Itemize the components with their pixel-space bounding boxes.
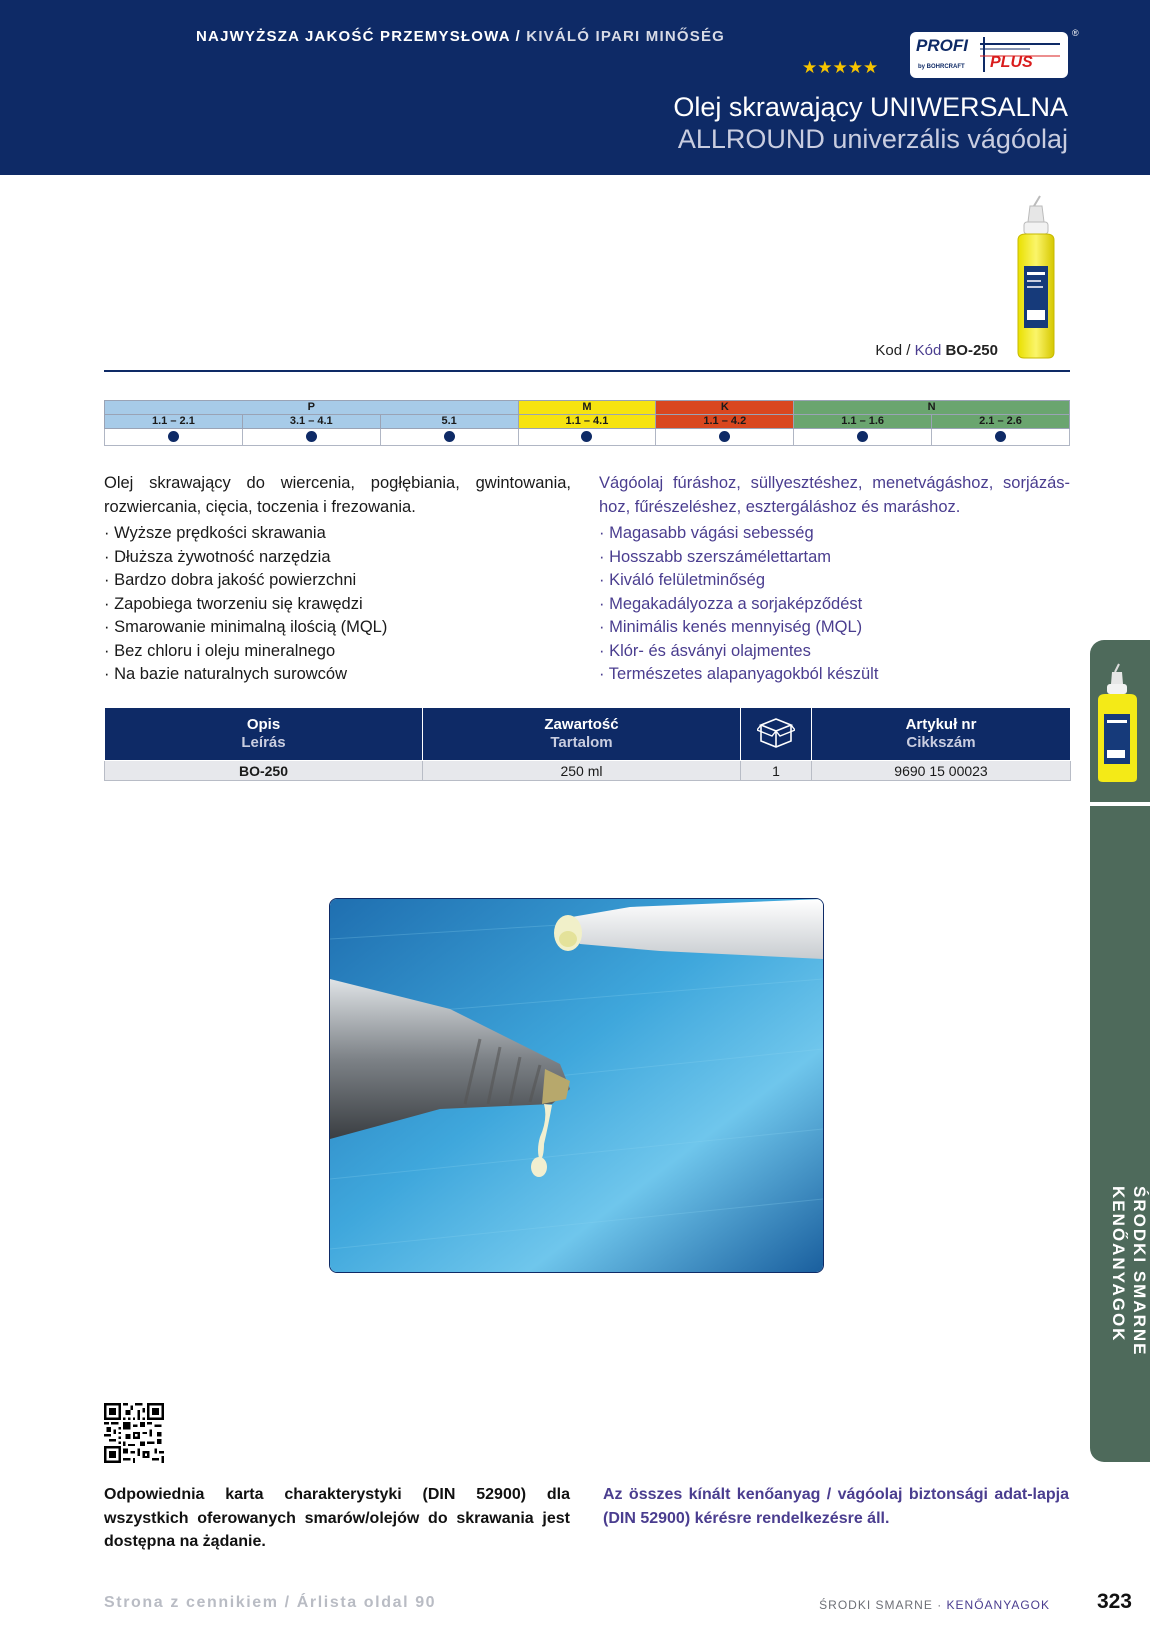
suitability-cell: [794, 429, 932, 446]
code-label-hu: Kód: [914, 342, 942, 359]
suitable-dot-icon: [719, 431, 730, 442]
feature-item: · Dłuższa żywotność narzędzia: [104, 547, 331, 566]
oil-bottle-icon: [1002, 192, 1072, 364]
description-intro-pl: Olej skrawający do wiercenia, pogłębiania, gwintowania, rozwiercania, cięcia, toczenia i frezowania.: [104, 474, 571, 516]
suitable-dot-icon: [444, 431, 455, 442]
material-range: 1.1 – 4.1: [518, 415, 656, 429]
suitability-cell: [380, 429, 518, 446]
row-description: BO-250: [105, 761, 423, 781]
price-list-separator: /: [278, 1594, 297, 1611]
feature-item: · Smarowanie minimalną ilością (MQL): [104, 618, 388, 636]
header-article-no-pl: Artykuł nr: [905, 716, 977, 733]
tagline-pl: NAJWYŻSZA JAKOŚĆ PRZEMYSŁOWA: [196, 28, 511, 45]
header-pack: [741, 708, 812, 761]
table-row: [105, 761, 1071, 781]
side-tab-section: [1090, 806, 1150, 1462]
header-article-no: [812, 708, 1071, 761]
drill-oil-illustration: [330, 899, 823, 1272]
side-tab-label-hu: KENŐANYAGOK: [1109, 1186, 1128, 1343]
suitable-dot-icon: [306, 431, 317, 442]
material-range: 1.1 – 4.2: [656, 415, 794, 429]
feature-list-pl: [104, 522, 571, 687]
side-tab-thumbnail: [1090, 640, 1150, 802]
row-content: 250 ml: [423, 761, 741, 781]
feature-item: · Minimális kenés mennyiség (MQL): [599, 618, 863, 636]
side-tab-label-pl: ŚRODKI SMARNE: [1130, 1186, 1149, 1357]
material-suitability-table: [104, 400, 1070, 446]
material-suitability-row: [105, 429, 1070, 446]
material-range-row: [105, 415, 1070, 429]
section-side-tab: [1090, 640, 1150, 1462]
code-label-separator: /: [902, 342, 915, 359]
tagline-hu: KIVÁLÓ IPARI MINŐSÉG: [526, 28, 726, 45]
header-content-pl: Zawartość: [544, 716, 619, 733]
code-label-pl: Kod: [875, 342, 903, 359]
footer-section-name: [819, 1598, 1050, 1612]
code-value: BO-250: [945, 342, 998, 359]
material-group-row: [105, 401, 1070, 415]
suitable-dot-icon: [581, 431, 592, 442]
oil-bottle-icon: [1090, 640, 1150, 802]
registered-mark: ®: [1072, 28, 1079, 38]
header-content: [423, 708, 741, 761]
row-article-no: 9690 15 00023: [812, 761, 1071, 781]
material-range: 5.1: [380, 415, 518, 429]
feature-item: · Természetes alapanyagokból készült: [599, 665, 879, 683]
suitability-cell: [932, 429, 1070, 446]
feature-item: · Wyższe prędkości skrawania: [104, 524, 326, 542]
package-box-icon: [757, 715, 795, 749]
suitability-cell: [105, 429, 243, 446]
product-title-pl: Olej skrawający UNIWERSALNA: [673, 92, 1068, 122]
article-table-header: [105, 708, 1071, 761]
safety-datasheet-note-hu: Az összes kínált kenőanyag / vágóolaj biztonsági adat-lapja (DIN 52900) kérésre rendelkezésre áll.: [603, 1486, 1069, 1527]
material-group-p: P: [105, 401, 519, 415]
feature-item: · Klór- és ásványi olajmentes: [599, 641, 811, 660]
product-title-hu: ALLROUND univerzális vágóolaj: [677, 124, 1068, 154]
feature-list-hu: [599, 522, 1070, 687]
safety-datasheet-note-pl: Odpowiednia karta charakterystyki (DIN 52900) dla wszystkich oferowanych smarów/olejów do skrawania jest dostępna na żądanie.: [104, 1486, 570, 1550]
suitable-dot-icon: [995, 431, 1006, 442]
suitability-cell: [518, 429, 656, 446]
feature-item: · Megakadályozza a sorjaképződést: [599, 594, 863, 613]
header-article-no-hu: Cikkszám: [906, 734, 976, 751]
feature-item: · Kiváló felületminőség: [599, 571, 765, 589]
material-range: 2.1 – 2.6: [932, 415, 1070, 429]
price-list-reference-hu: Árlista oldal 90: [296, 1594, 437, 1611]
suitable-dot-icon: [857, 431, 868, 442]
rating-stars: ★★★★★: [802, 58, 879, 77]
divider-rule: [104, 370, 1070, 372]
quality-tagline: [196, 28, 725, 45]
material-range: 1.1 – 2.1: [105, 415, 243, 429]
material-range: 3.1 – 4.1: [242, 415, 380, 429]
profi-plus-logo: [910, 28, 1079, 78]
footer-section-hu: KENŐANYAGOK: [946, 1598, 1050, 1612]
description-intro-hu: Vágóolaj fúráshoz, süllyesztéshez, menetvágáshoz, sorjázás-hoz, fűrészeléshez, esztergáláshoz és maráshoz.: [599, 474, 1070, 516]
price-list-reference-pl: Strona z cennikiem: [104, 1594, 279, 1611]
header-description-hu: Leírás: [241, 734, 286, 751]
tagline-separator: /: [510, 28, 527, 45]
suitable-dot-icon: [168, 431, 179, 442]
footer-section-separator: ·: [932, 1598, 947, 1612]
description-hu: [599, 472, 1070, 687]
material-group-k: K: [656, 401, 794, 415]
product-code: [875, 342, 998, 359]
logo-plus-text: PLUS: [990, 54, 1033, 71]
logo-by-text: by BOHRCRAFT: [918, 64, 965, 70]
feature-item: · Magasabb vágási sebesség: [599, 524, 814, 542]
qr-code-icon[interactable]: [104, 1403, 164, 1463]
price-list-reference: [104, 1594, 436, 1612]
feature-item: · Na bazie naturalnych surowców: [104, 665, 348, 683]
article-table: [104, 707, 1071, 781]
logo-profi-text: PROFI: [916, 36, 968, 55]
header-description-pl: Opis: [246, 716, 281, 733]
feature-item: · Bez chloru i oleju mineralnego: [104, 641, 336, 660]
row-pack: 1: [741, 761, 812, 781]
feature-item: · Hosszabb szerszámélettartam: [599, 547, 831, 566]
page-number: 323: [1096, 1590, 1132, 1613]
drill-oil-photo: [329, 898, 824, 1273]
header-content-hu: Tartalom: [550, 734, 613, 751]
feature-item: · Zapobiega tworzeniu się krawędzi: [104, 594, 363, 613]
header-description: [105, 708, 423, 761]
feature-item: · Bardzo dobra jakość powierzchni: [104, 571, 357, 589]
material-group-m: M: [518, 401, 656, 415]
material-group-n: N: [794, 401, 1070, 415]
suitability-cell: [242, 429, 380, 446]
suitability-cell: [656, 429, 794, 446]
description-pl: [104, 472, 571, 687]
side-tab-label: [1108, 1186, 1150, 1446]
material-range: 1.1 – 1.6: [794, 415, 932, 429]
footer-section-pl: ŚRODKI SMARNE: [819, 1598, 933, 1612]
